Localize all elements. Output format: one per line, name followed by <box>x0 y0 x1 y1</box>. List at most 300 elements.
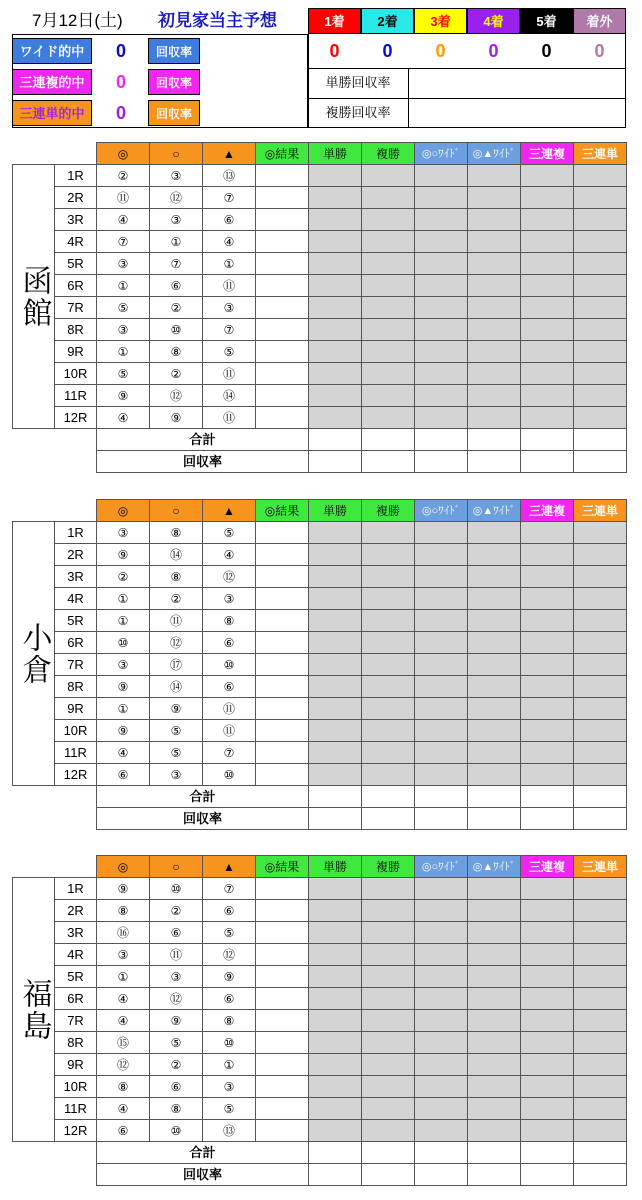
pick-cell: ④ <box>97 1098 150 1120</box>
column-header: 複勝 <box>362 143 415 165</box>
pick-cell: ⑪ <box>203 698 256 720</box>
result-cell <box>309 297 362 319</box>
result-cell <box>415 231 468 253</box>
result-cell <box>256 588 309 610</box>
summary-cell <box>521 429 574 451</box>
result-cell <box>415 187 468 209</box>
result-cell <box>309 187 362 209</box>
table-row <box>13 1098 627 1120</box>
pick-cell: ⑥ <box>150 922 203 944</box>
result-cell <box>521 922 574 944</box>
pick-cell: ⑬ <box>203 1120 256 1142</box>
result-cell <box>362 275 415 297</box>
result-cell <box>415 319 468 341</box>
race-number: 5R <box>55 610 97 632</box>
result-cell <box>468 209 521 231</box>
pick-cell: ⑩ <box>203 764 256 786</box>
rate-row <box>13 808 627 830</box>
result-cell <box>256 231 309 253</box>
pick-cell: ⑨ <box>97 720 150 742</box>
result-cell <box>468 341 521 363</box>
result-cell <box>256 1010 309 1032</box>
venue-name: 小倉 <box>13 522 55 786</box>
result-cell <box>362 297 415 319</box>
race-number: 2R <box>55 544 97 566</box>
venue-table <box>12 499 627 830</box>
result-cell <box>309 1032 362 1054</box>
column-header-row <box>13 856 627 878</box>
result-cell <box>574 988 627 1010</box>
hit-rate-label: 回収率 <box>148 100 200 126</box>
summary-cell <box>309 786 362 808</box>
result-cell <box>256 165 309 187</box>
pick-cell: ⑬ <box>203 165 256 187</box>
race-number: 6R <box>55 275 97 297</box>
result-cell <box>309 676 362 698</box>
total-row-label: 合計 <box>97 429 309 451</box>
hit-count: 0 <box>115 72 126 92</box>
result-cell <box>415 165 468 187</box>
pick-cell: ⑥ <box>150 1076 203 1098</box>
pick-cell: ⑥ <box>203 632 256 654</box>
column-header: 三連単 <box>574 500 627 522</box>
result-cell <box>574 922 627 944</box>
summary-cell <box>574 786 627 808</box>
table-row <box>13 900 627 922</box>
table-row <box>13 878 627 900</box>
summary-cell <box>415 1164 468 1186</box>
pick-cell: ② <box>97 566 150 588</box>
pick-cell: ③ <box>97 944 150 966</box>
total-row <box>13 786 627 808</box>
result-cell <box>256 275 309 297</box>
result-cell <box>309 632 362 654</box>
result-cell <box>309 407 362 429</box>
pick-cell: ⑧ <box>203 1010 256 1032</box>
result-cell <box>415 676 468 698</box>
total-row-label: 合計 <box>97 1142 309 1164</box>
result-cell <box>362 988 415 1010</box>
column-header: ◎▲ﾜｲﾄﾞ <box>468 143 521 165</box>
result-cell <box>362 720 415 742</box>
result-cell <box>362 1120 415 1142</box>
race-number: 9R <box>55 698 97 720</box>
pick-cell: ① <box>97 698 150 720</box>
race-number: 12R <box>55 764 97 786</box>
result-cell <box>468 363 521 385</box>
pick-cell: ⑦ <box>203 742 256 764</box>
result-cell <box>309 922 362 944</box>
result-cell <box>521 544 574 566</box>
column-header: 三連複 <box>521 856 574 878</box>
result-cell <box>362 209 415 231</box>
result-cell <box>256 966 309 988</box>
total-row <box>13 1142 627 1164</box>
result-cell <box>415 1054 468 1076</box>
table-row <box>13 720 627 742</box>
summary-cell <box>309 451 362 473</box>
race-number: 10R <box>55 1076 97 1098</box>
pick-cell: ⑫ <box>150 988 203 1010</box>
result-cell <box>309 363 362 385</box>
result-cell <box>362 1098 415 1120</box>
summary-cell <box>468 1164 521 1186</box>
result-cell <box>415 566 468 588</box>
pick-cell: ⑤ <box>203 341 256 363</box>
table-row <box>13 297 627 319</box>
summary-cell <box>574 808 627 830</box>
column-header: ○ <box>150 143 203 165</box>
result-cell <box>415 297 468 319</box>
pick-cell: ⑥ <box>97 764 150 786</box>
column-header: ▲ <box>203 500 256 522</box>
win-rate-label: 単勝回収率 <box>325 75 391 90</box>
result-cell <box>309 341 362 363</box>
rate-row <box>13 1164 627 1186</box>
table-row <box>13 187 627 209</box>
result-cell <box>574 231 627 253</box>
result-cell <box>256 1054 309 1076</box>
pick-cell: ⑩ <box>203 1032 256 1054</box>
result-cell <box>415 742 468 764</box>
result-cell <box>415 654 468 676</box>
summary-cell <box>574 451 627 473</box>
result-cell <box>415 363 468 385</box>
result-cell <box>415 764 468 786</box>
result-cell <box>574 165 627 187</box>
result-cell <box>256 1032 309 1054</box>
pick-cell: ⑪ <box>97 187 150 209</box>
result-cell <box>521 1120 574 1142</box>
result-cell <box>574 1010 627 1032</box>
result-cell <box>574 632 627 654</box>
pick-cell: ⑥ <box>203 209 256 231</box>
pick-cell: ⑫ <box>203 944 256 966</box>
summary-cell <box>574 429 627 451</box>
result-cell <box>521 407 574 429</box>
pick-cell: ⑪ <box>203 275 256 297</box>
result-cell <box>256 363 309 385</box>
pick-cell: ① <box>97 341 150 363</box>
pick-cell: ⑨ <box>203 966 256 988</box>
pick-cell: ⑤ <box>97 363 150 385</box>
column-header: ◎▲ﾜｲﾄﾞ <box>468 500 521 522</box>
result-cell <box>468 407 521 429</box>
result-cell <box>468 742 521 764</box>
result-cell <box>468 654 521 676</box>
column-header: 単勝 <box>309 500 362 522</box>
result-cell <box>521 209 574 231</box>
race-number: 3R <box>55 209 97 231</box>
result-cell <box>415 1120 468 1142</box>
result-cell <box>574 385 627 407</box>
pick-cell: ⑨ <box>97 676 150 698</box>
pick-cell: ⑥ <box>150 275 203 297</box>
result-cell <box>256 720 309 742</box>
pick-cell: ④ <box>97 988 150 1010</box>
result-cell <box>521 632 574 654</box>
pick-cell: ⑤ <box>203 1098 256 1120</box>
column-header: ◎▲ﾜｲﾄﾞ <box>468 856 521 878</box>
pick-cell: ⑨ <box>97 385 150 407</box>
hit-rate-label: 回収率 <box>148 69 200 95</box>
table-row <box>13 407 627 429</box>
result-cell <box>362 407 415 429</box>
table-row <box>13 742 627 764</box>
result-cell <box>415 900 468 922</box>
summary-cell <box>521 786 574 808</box>
column-header: ○ <box>150 500 203 522</box>
result-cell <box>574 253 627 275</box>
result-cell <box>309 878 362 900</box>
table-row <box>13 632 627 654</box>
pick-cell: ③ <box>150 764 203 786</box>
pick-cell: ⑭ <box>150 676 203 698</box>
table-row <box>13 1032 627 1054</box>
result-cell <box>521 654 574 676</box>
result-cell <box>468 385 521 407</box>
column-header: 三連複 <box>521 500 574 522</box>
pick-cell: ④ <box>203 231 256 253</box>
result-cell <box>256 922 309 944</box>
result-cell <box>256 253 309 275</box>
result-cell <box>521 341 574 363</box>
result-cell <box>521 363 574 385</box>
result-cell <box>521 1098 574 1120</box>
result-cell <box>362 966 415 988</box>
result-cell <box>415 407 468 429</box>
race-number: 1R <box>55 522 97 544</box>
result-cell <box>256 944 309 966</box>
result-cell <box>256 522 309 544</box>
result-cell <box>362 1076 415 1098</box>
race-number: 12R <box>55 1120 97 1142</box>
result-cell <box>468 1054 521 1076</box>
result-cell <box>256 698 309 720</box>
table-row <box>13 1054 627 1076</box>
pick-cell: ③ <box>97 522 150 544</box>
result-cell <box>574 407 627 429</box>
result-cell <box>362 544 415 566</box>
place-label: 1着 <box>308 8 361 34</box>
result-cell <box>468 720 521 742</box>
race-number: 11R <box>55 742 97 764</box>
table-row <box>13 1010 627 1032</box>
race-number: 4R <box>55 944 97 966</box>
hit-label: 三連複的中 <box>12 69 92 95</box>
result-cell <box>415 988 468 1010</box>
table-row <box>13 610 627 632</box>
result-cell <box>362 187 415 209</box>
result-cell <box>256 900 309 922</box>
result-cell <box>574 1076 627 1098</box>
hit-label: 三連単的中 <box>12 100 92 126</box>
rate-row-label: 回収率 <box>97 451 309 473</box>
result-cell <box>415 341 468 363</box>
result-cell <box>468 988 521 1010</box>
result-cell <box>309 1120 362 1142</box>
page-title: 初見家当主予想 <box>158 11 277 30</box>
hit-label: ワイド的中 <box>12 38 92 64</box>
summary-cell <box>362 1142 415 1164</box>
summary-cell <box>521 1142 574 1164</box>
pick-cell: ⑫ <box>150 187 203 209</box>
result-cell <box>362 319 415 341</box>
result-cell <box>309 988 362 1010</box>
result-cell <box>309 319 362 341</box>
result-cell <box>521 966 574 988</box>
result-cell <box>468 522 521 544</box>
result-cell <box>468 544 521 566</box>
result-cell <box>415 209 468 231</box>
place-count: 0 <box>488 41 499 61</box>
result-cell <box>468 698 521 720</box>
column-header: 複勝 <box>362 500 415 522</box>
pick-cell: ⑩ <box>150 1120 203 1142</box>
pick-cell: ⑩ <box>150 878 203 900</box>
pick-cell: ② <box>150 363 203 385</box>
place-count: 0 <box>541 41 552 61</box>
result-cell <box>362 1054 415 1076</box>
result-cell <box>256 988 309 1010</box>
place-count: 0 <box>329 41 340 61</box>
column-header: ◎ <box>97 143 150 165</box>
result-cell <box>574 1032 627 1054</box>
summary-cell <box>309 429 362 451</box>
pick-cell: ③ <box>97 319 150 341</box>
result-cell <box>574 275 627 297</box>
summary-cell <box>521 808 574 830</box>
result-cell <box>362 900 415 922</box>
race-number: 12R <box>55 407 97 429</box>
result-cell <box>468 319 521 341</box>
pick-cell: ⑤ <box>150 720 203 742</box>
result-cell <box>574 654 627 676</box>
race-number: 5R <box>55 966 97 988</box>
result-cell <box>521 988 574 1010</box>
venue-table <box>12 855 627 1186</box>
summary-cell <box>521 451 574 473</box>
result-cell <box>521 720 574 742</box>
result-cell <box>574 878 627 900</box>
pick-cell: ⑪ <box>150 944 203 966</box>
result-cell <box>256 1076 309 1098</box>
pick-cell: ⑫ <box>203 566 256 588</box>
result-cell <box>309 698 362 720</box>
table-row <box>13 588 627 610</box>
result-cell <box>574 610 627 632</box>
result-cell <box>468 1076 521 1098</box>
table-row <box>13 1076 627 1098</box>
result-cell <box>468 253 521 275</box>
result-cell <box>415 720 468 742</box>
result-cell <box>468 588 521 610</box>
rate-row <box>13 451 627 473</box>
summary-cell <box>309 1164 362 1186</box>
column-header: ▲ <box>203 856 256 878</box>
result-cell <box>309 253 362 275</box>
race-number: 8R <box>55 676 97 698</box>
table-row <box>13 944 627 966</box>
pick-cell: ① <box>203 1054 256 1076</box>
place-label: 2着 <box>361 8 414 34</box>
result-cell <box>309 742 362 764</box>
column-header: 複勝 <box>362 856 415 878</box>
result-cell <box>362 165 415 187</box>
result-cell <box>256 385 309 407</box>
result-cell <box>256 764 309 786</box>
summary-cell <box>309 1142 362 1164</box>
race-number: 10R <box>55 720 97 742</box>
result-cell <box>521 1054 574 1076</box>
pick-cell: ⑥ <box>203 676 256 698</box>
result-cell <box>574 1098 627 1120</box>
result-cell <box>362 654 415 676</box>
result-cell <box>521 764 574 786</box>
result-cell <box>574 522 627 544</box>
result-cell <box>309 1010 362 1032</box>
result-cell <box>468 610 521 632</box>
result-cell <box>521 385 574 407</box>
result-cell <box>256 676 309 698</box>
result-cell <box>574 1120 627 1142</box>
result-cell <box>415 1010 468 1032</box>
result-cell <box>415 1098 468 1120</box>
result-cell <box>521 944 574 966</box>
result-cell <box>415 522 468 544</box>
pick-cell: ⑧ <box>97 900 150 922</box>
race-number: 11R <box>55 385 97 407</box>
pick-cell: ⑤ <box>150 742 203 764</box>
table-row <box>13 966 627 988</box>
pick-cell: ⑦ <box>203 187 256 209</box>
result-cell <box>468 676 521 698</box>
hit-count: 0 <box>115 41 126 61</box>
result-cell <box>309 588 362 610</box>
pick-cell: ② <box>150 1054 203 1076</box>
result-cell <box>468 165 521 187</box>
result-cell <box>362 610 415 632</box>
result-cell <box>362 341 415 363</box>
column-header: ▲ <box>203 143 256 165</box>
pick-cell: ⑧ <box>203 610 256 632</box>
result-cell <box>415 385 468 407</box>
result-cell <box>468 187 521 209</box>
result-cell <box>309 654 362 676</box>
summary-cell <box>362 1164 415 1186</box>
date-label: 7月12日(土) <box>32 11 123 30</box>
result-cell <box>256 297 309 319</box>
result-cell <box>415 698 468 720</box>
result-cell <box>468 297 521 319</box>
pick-cell: ⑨ <box>97 878 150 900</box>
summary-cell <box>362 429 415 451</box>
result-cell <box>468 1010 521 1032</box>
pick-cell: ② <box>150 900 203 922</box>
table-row <box>13 209 627 231</box>
summary-cell <box>362 808 415 830</box>
result-cell <box>521 187 574 209</box>
result-cell <box>309 1054 362 1076</box>
pick-cell: ⑧ <box>150 341 203 363</box>
pick-cell: ③ <box>150 165 203 187</box>
column-header: ◎結果 <box>256 856 309 878</box>
race-number: 4R <box>55 588 97 610</box>
result-cell <box>362 922 415 944</box>
pick-cell: ⑨ <box>150 1010 203 1032</box>
result-cell <box>521 676 574 698</box>
pick-cell: ③ <box>97 253 150 275</box>
